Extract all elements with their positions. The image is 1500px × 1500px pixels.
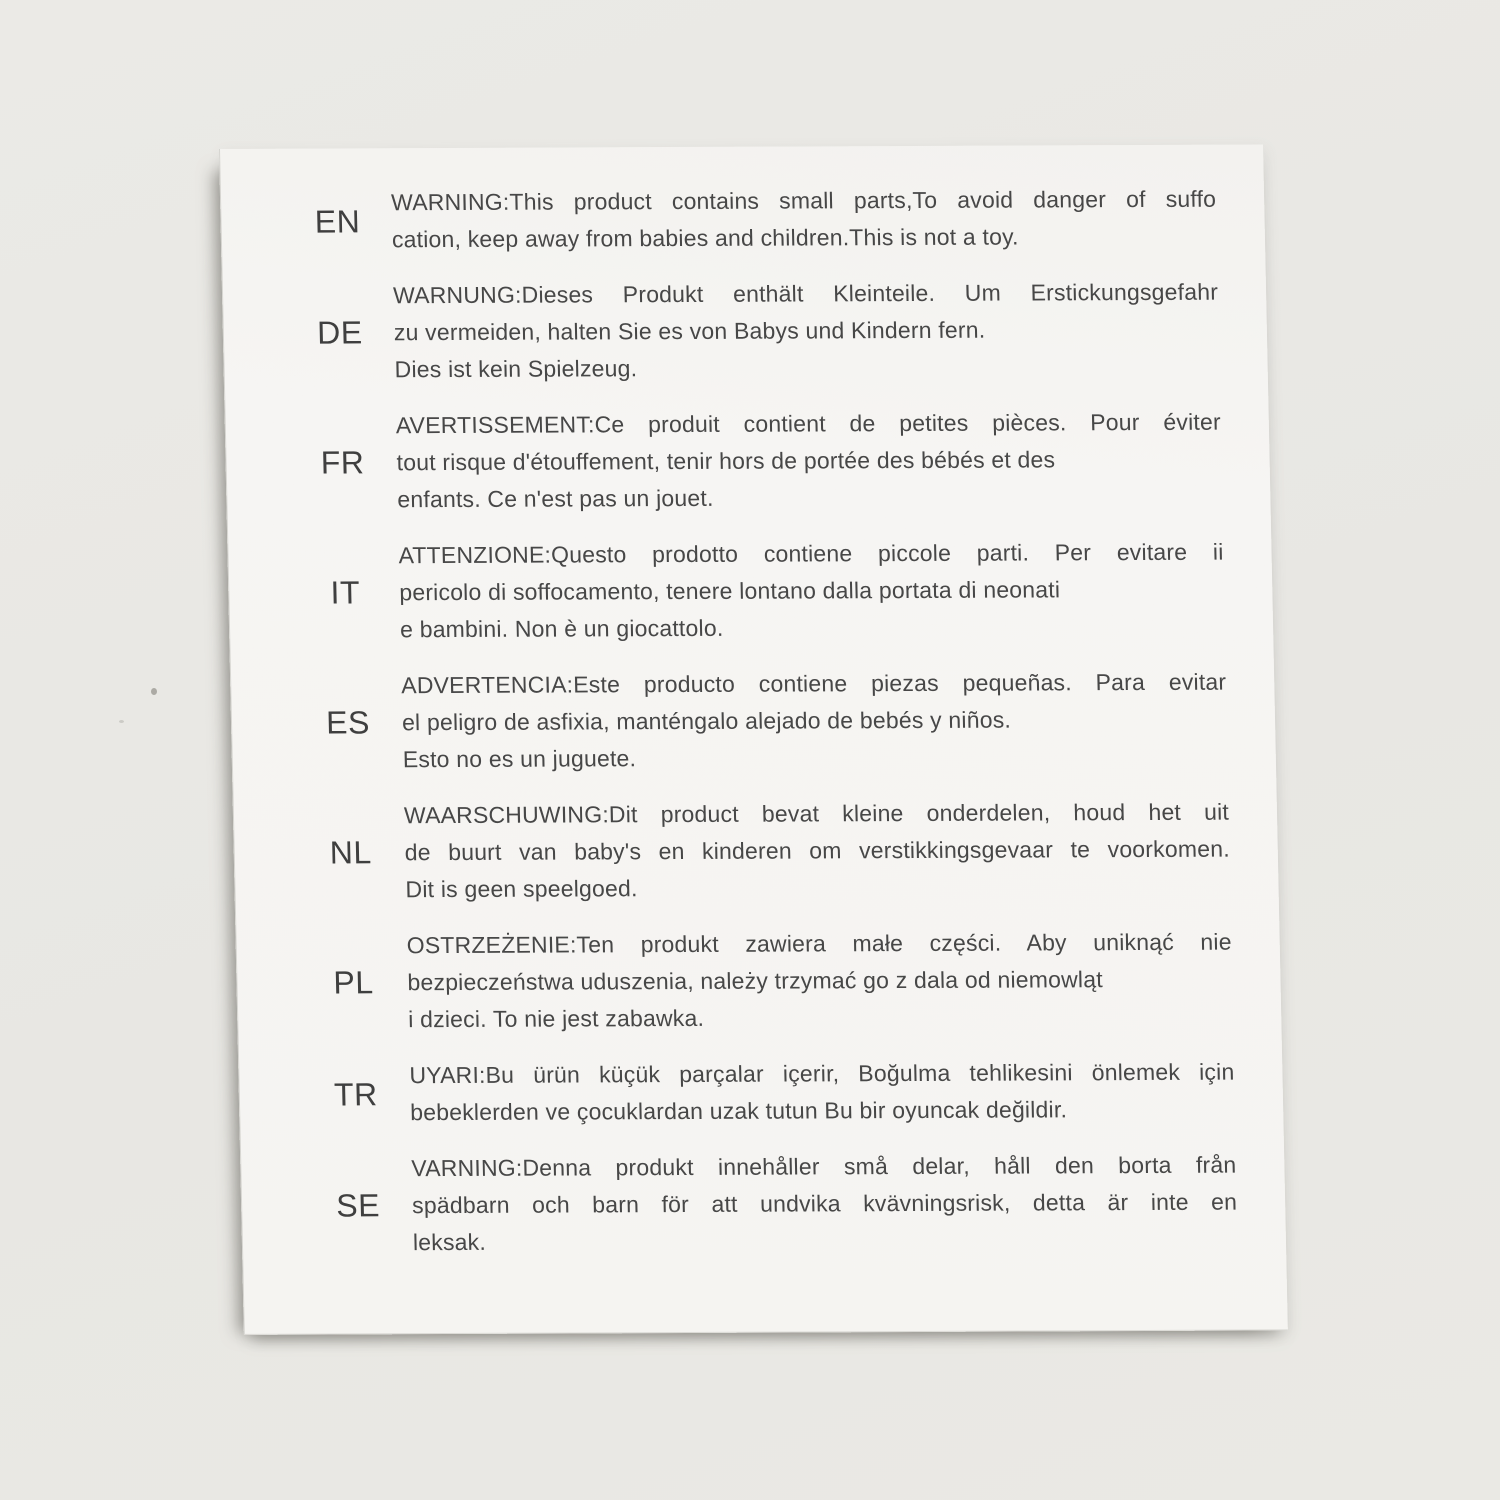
warning-label-sheet bbox=[219, 144, 1288, 1334]
warning-text-line: el peligro de asfixia, manténgalo alejado de bebés y niños. bbox=[401, 706, 1012, 736]
warning-text-line: cation, keep away from babies and children.This is not a toy. bbox=[391, 223, 1019, 253]
warning-text-line: tout risque d'étouffement, tenir hors de portée des bébés et des bbox=[396, 446, 1056, 476]
warning-text-line: Esto no es un juguete. bbox=[402, 745, 637, 773]
warning-text-line: spädbarn och barn för att undvika kvävningsrisk, detta är inte en bbox=[411, 1188, 1238, 1219]
warning-text-line: WARNUNG:Dieses Produkt enthält Kleinteile. Um Erstickungsgefahr bbox=[392, 278, 1219, 309]
warning-text-line: ADVERTENCIA:Este producto contiene piezas pequeñas. Para evitar bbox=[400, 668, 1227, 699]
warning-text-line: Dit is geen speelgoed. bbox=[405, 875, 638, 903]
language-section-tr bbox=[319, 1054, 1236, 1132]
warning-text-line: UYARI:Bu ürün küçük parçalar içerir, Boğulma tehlikesini önlemek için bbox=[409, 1058, 1235, 1089]
warning-text-block bbox=[393, 274, 1220, 389]
warning-text-line: ATTENZIONE:Questo prodotto contiene piccole parti. Per evitare ii bbox=[398, 538, 1224, 569]
language-code: PL bbox=[333, 964, 374, 1001]
warning-text-block bbox=[406, 924, 1233, 1039]
warning-text-block bbox=[391, 181, 1218, 259]
language-section-de bbox=[303, 274, 1220, 389]
warning-text-line: Dies ist kein Spielzeug. bbox=[394, 355, 638, 383]
language-code: ES bbox=[325, 704, 371, 741]
language-section-es bbox=[311, 664, 1228, 779]
warning-text-line: zu vermeiden, halten Sie es von Babys und Kindern fern. bbox=[393, 316, 986, 346]
warning-text-block bbox=[401, 664, 1228, 779]
language-code: SE bbox=[335, 1187, 381, 1224]
warning-text-block bbox=[395, 404, 1222, 519]
warning-text-block bbox=[404, 794, 1231, 909]
language-section-pl bbox=[316, 924, 1233, 1039]
warning-text-line: e bambini. Non è un giocattolo. bbox=[399, 614, 724, 643]
dust-speck bbox=[119, 720, 124, 723]
warning-text-line: pericolo di soffocamento, tenere lontano dalla portata di neonati bbox=[399, 576, 1061, 606]
warning-text-line: WAARSCHUWING:Dit product bevat kleine onderdelen, houd het uit bbox=[403, 798, 1230, 829]
language-code: FR bbox=[320, 444, 365, 481]
warning-text-line: leksak. bbox=[412, 1228, 487, 1256]
warning-text-line: enfants. Ce n'est pas un jouet. bbox=[397, 484, 714, 513]
warning-text-line: VARNING:Denna produkt innehåller små delar, håll den borta från bbox=[411, 1151, 1237, 1182]
dust-speck bbox=[151, 688, 157, 695]
language-code: TR bbox=[333, 1075, 379, 1113]
language-code: EN bbox=[314, 202, 361, 240]
warning-text-line: bebeklerden ve çocuklardan uzak tutun Bu bir oyuncak değildir. bbox=[409, 1096, 1068, 1126]
warning-text-line: bezpieczeństwa uduszenia, należy trzymać go z dala od niemowląt bbox=[407, 966, 1104, 996]
warning-text-line: OSTRZEŻENIE:Ten produkt zawiera małe części. Aby uniknąć nie bbox=[406, 928, 1232, 959]
warning-text-line: AVERTISSEMENT:Ce produit contient de petites pièces. Pour éviter bbox=[395, 408, 1222, 439]
language-code: NL bbox=[329, 834, 373, 871]
language-section-it bbox=[308, 534, 1225, 649]
warning-text-line: de buurt van baby's en kinderen om verstikkingsgevaar te voorkomen. bbox=[404, 835, 1231, 866]
warning-text-block bbox=[409, 1054, 1236, 1132]
language-section-fr bbox=[305, 404, 1222, 519]
language-section-nl bbox=[314, 794, 1231, 909]
warning-text-block bbox=[398, 534, 1225, 649]
language-code: IT bbox=[330, 574, 361, 611]
language-section-en bbox=[301, 181, 1218, 259]
warning-text-line: i dzieci. To nie jest zabawka. bbox=[407, 1004, 705, 1033]
warning-text-line: WARNING:This product contains small parts,To avoid danger of suffo bbox=[390, 185, 1217, 216]
language-code: DE bbox=[316, 314, 363, 351]
language-section-se bbox=[321, 1147, 1238, 1262]
warning-text-block bbox=[411, 1147, 1238, 1262]
